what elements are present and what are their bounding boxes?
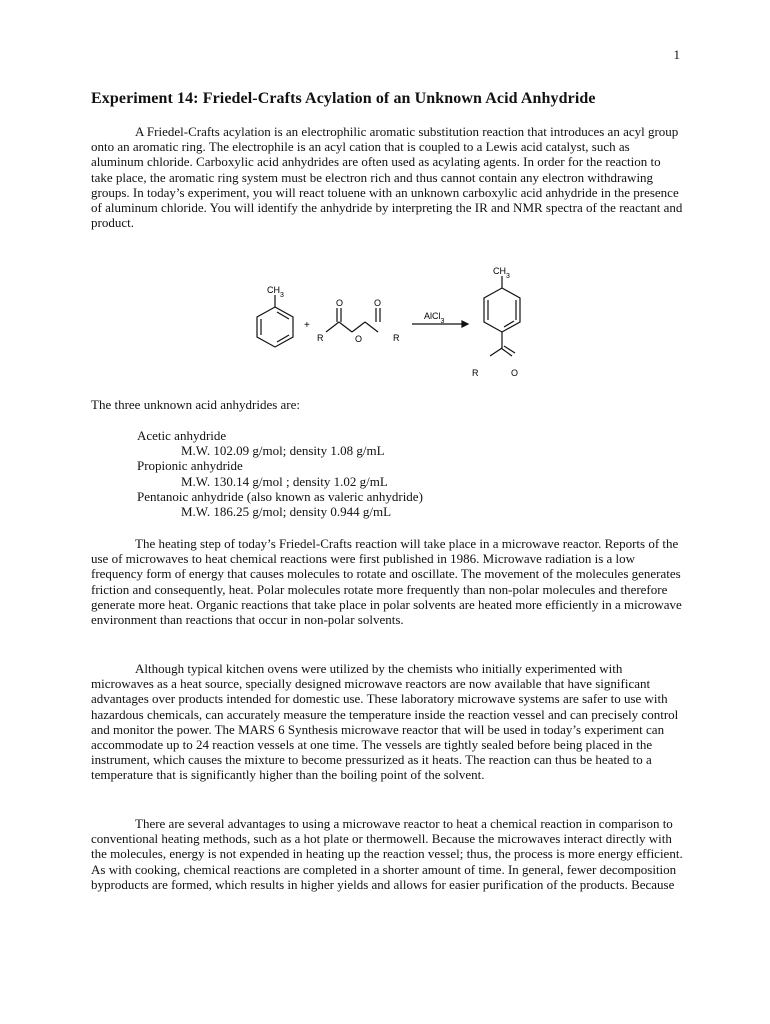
anhydride-props: M.W. 130.14 g/mol ; density 1.02 g/mL (181, 473, 388, 489)
anhydride-r-right: R (393, 333, 400, 343)
product-ch3-label: $CH_3$ (493, 266, 510, 280)
anhydride-name: Acetic anhydride (137, 428, 227, 443)
anhydride-props: M.W. 186.25 g/mol; density 0.944 g/mL (181, 504, 392, 520)
intro-paragraph: A Friedel-Crafts acylation is an electrophilic aromatic substitution reaction that introduces an acyl group onto an aromatic ring. The electrophile is an acyl cation that is coupled to a Lewis acid catalyst, such as aluminum chloride. Carboxylic acid anhydrides are often used as acylating agents. In order for the reaction to take place, the aromatic ring system must be electron rich and thus cannot contain any electron withdrawing groups. In today’s experiment, you will react toluene with an unknown carboxylic acid anhydride in the presence of aluminum chloride. You will identify the anhydride by interpreting the IR and NMR spectra of the reactant and product. (91, 124, 683, 231)
anhydride-oxygen-2: O (374, 298, 382, 308)
anhydride-structure (326, 308, 380, 332)
reaction-scheme-svg (240, 262, 540, 382)
anhydride-r-left: R (317, 333, 324, 343)
kitchen-oven-paragraph: Although typical kitchen ovens were utilized by the chemists who initially experimented with microwaves as a heat source, specially designed microwave reactors are now available that have significant advantages over products intended for domestic use. These laboratory microwave systems are safer to use with hazardous chemicals, can accurately measure the temperature inside the reaction vessel and can precisely control and monitor the power. The MARS 6 Synthesis microwave reactor that will be used in today’s experiment can accommodate up to 24 reaction vessels at one time. The vessels are tightly sealed before being placed in the instrument, which causes the mixture to become pressurized as it heats. The reaction can thus be heated to a temperature that is significantly higher than the boiling point of the solvent. (91, 661, 679, 783)
anhydrides-intro: The three unknown acid anhydrides are: (91, 397, 301, 412)
plus-sign: + (304, 320, 310, 331)
anhydride-name: Propionic anhydride (137, 458, 243, 474)
anhydride-oxygen-1: O (336, 298, 344, 308)
advantages-paragraph: There are several advantages to using a microwave reactor to heat a chemical reaction in comparison to conventional heating methods, such as a hot plate or thermowell. Because the microwaves interact directly with the molecules, energy is not expended in heating up the reaction vessel; thus, the process is more energy efficient. As with cooking, chemical reactions are completed in a shorter amount of time. In general, fewer decomposition byproducts are formed, which results in higher yields and allows for easier purification of the products. Because (91, 816, 683, 892)
page-title: Experiment 14: Friedel-Crafts Acylation of an Unknown Acid Anhydride (91, 90, 596, 107)
catalyst-label: AlCl$_3$ (424, 311, 445, 325)
anhydride-props: M.W. 102.09 g/mol; density 1.08 g/mL (181, 443, 385, 459)
product-structure (484, 276, 520, 356)
anhydride-name: Pentanoic anhydride (also known as valeric anhydride) (137, 488, 423, 504)
product-o-label: O (511, 368, 519, 378)
reaction-scheme (240, 262, 540, 382)
anhydride-bridge-oxygen: O (355, 334, 363, 344)
toluene-ch3-label: $CH_3$ (267, 285, 284, 299)
heating-paragraph: The heating step of today’s Friedel-Crafts reaction will take place in a microwave reactor. Reports of the use of microwaves to heat chemical reactions were first published in 1986. Microwave radiation is a low frequency form of energy that causes molecules to rotate and oscillate. The movement of the molecules generates friction and consequently, heat. Polar molecules rotate more frequently than non-polar molecules and therefore generate more heat. Organic reactions that take place in polar solvents are heated more efficiently in a microwave environment than reactions that occur in non-polar solvents. (91, 536, 682, 628)
page-number: 1 (673, 47, 680, 62)
product-r-label: R (472, 368, 479, 378)
toluene-structure (257, 295, 293, 347)
anhydride-list (137, 428, 637, 519)
